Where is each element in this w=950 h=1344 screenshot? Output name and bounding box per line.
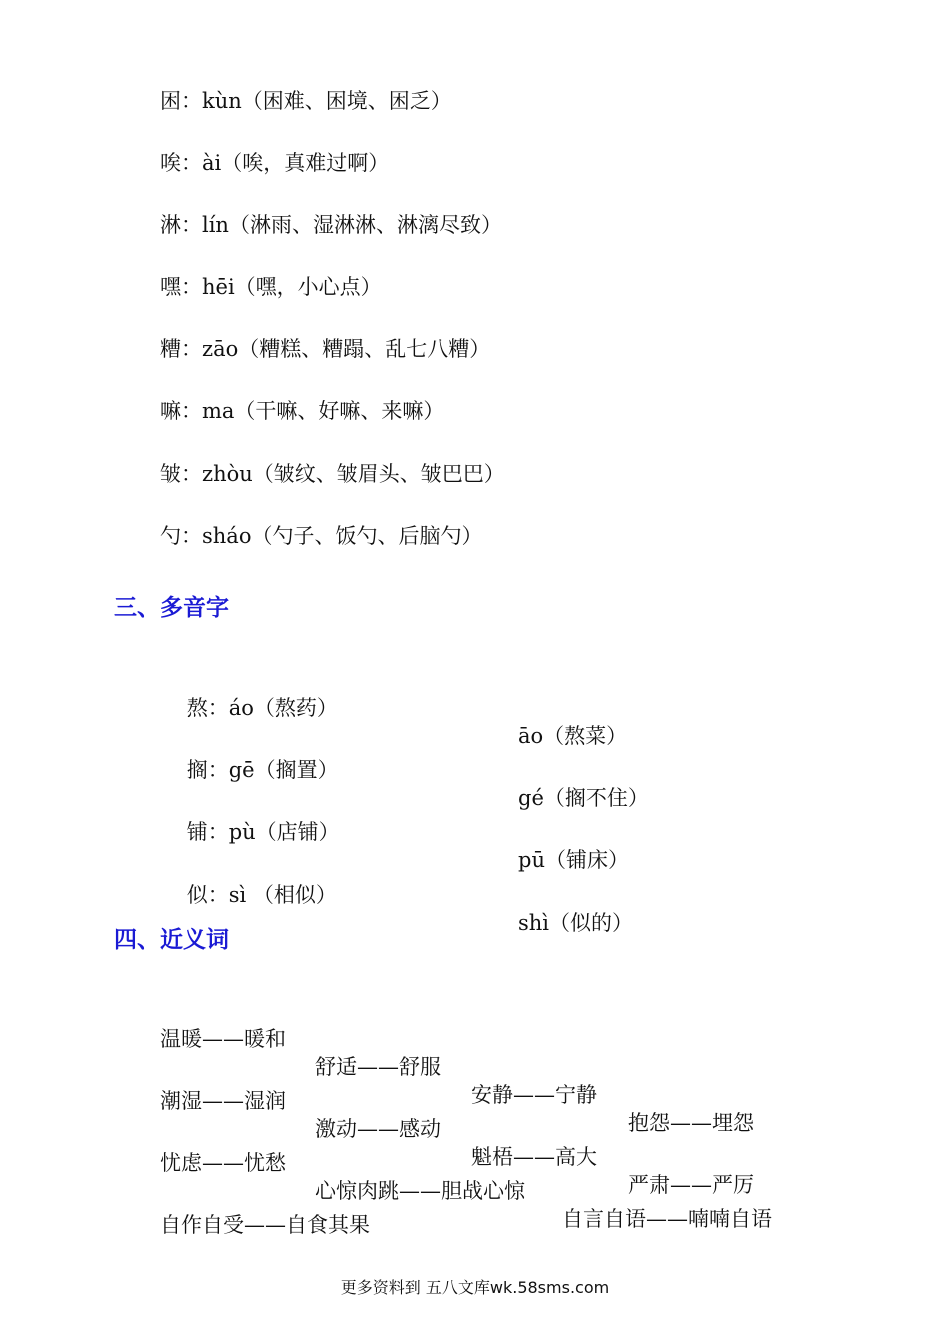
polyphonic-reading-1: 似：sì （相似） [186, 883, 337, 907]
char-entry-lin: 淋：lín（淋雨、湿淋淋、淋漓尽致） [160, 213, 502, 237]
section-heading-synonyms: 四、近义词 [114, 927, 229, 953]
synonym-pair: 自言自语——喃喃自语 [562, 1207, 772, 1231]
char-entry-zhou: 皱：zhòu（皱纹、皱眉头、皱巴巴） [160, 462, 505, 486]
char-entry-ma: 嘛：ma（干嘛、好嘛、来嘛） [160, 399, 445, 423]
synonym-row [160, 1183, 370, 1267]
polyphonic-reading-2: āo（熬菜） [518, 724, 628, 748]
char-entry-zao: 糟：zāo（糟糕、糟蹋、乱七八糟） [160, 337, 491, 361]
polyphonic-reading-2: pū（铺床） [518, 848, 629, 872]
section-heading-polyphonic: 三、多音字 [114, 595, 229, 621]
polyphonic-reading-1: 铺：pù（店铺） [186, 820, 340, 844]
synonym-pair: 自作自受——自食其果 [160, 1213, 370, 1237]
synonym-pair: 温暖——暖和 [160, 1027, 286, 1051]
synonym-pair: 激动——感动 [315, 1117, 441, 1141]
polyphonic-reading-2: gé（搁不住） [518, 786, 649, 810]
synonym-pair: 潮湿——湿润 [160, 1089, 286, 1113]
synonym-pair: 忧虑——忧愁 [160, 1151, 286, 1175]
synonym-pair: 魁梧——高大 [471, 1145, 597, 1169]
synonym-pair: 安静——宁静 [471, 1083, 597, 1107]
polyphonic-reading-2: shì（似的） [518, 911, 634, 935]
char-entry-shao: 勺：sháo（勺子、饭勺、后脑勺） [160, 524, 483, 548]
synonym-pair: 抱怨——埋怨 [628, 1111, 754, 1135]
polyphonic-reading-1: 熬：áo（熬药） [186, 696, 338, 720]
char-entry-ai: 唉：ài（唉，真难过啊） [160, 151, 390, 175]
synonym-pair: 严肃——严厉 [628, 1173, 754, 1197]
synonym-pair: 舒适——舒服 [315, 1055, 441, 1079]
polyphonic-reading-1: 搁：gē（搁置） [186, 758, 339, 782]
char-entry-hei: 嘿：hēi（嘿，小心点） [160, 275, 382, 299]
footer-link-text: 更多资料到 五八文库wk.58sms.com [340, 1278, 610, 1297]
char-entry-kun: 困：kùn（困难、困境、困乏） [160, 89, 452, 113]
synonym-pair: 心惊肉跳——胆战心惊 [315, 1179, 525, 1203]
